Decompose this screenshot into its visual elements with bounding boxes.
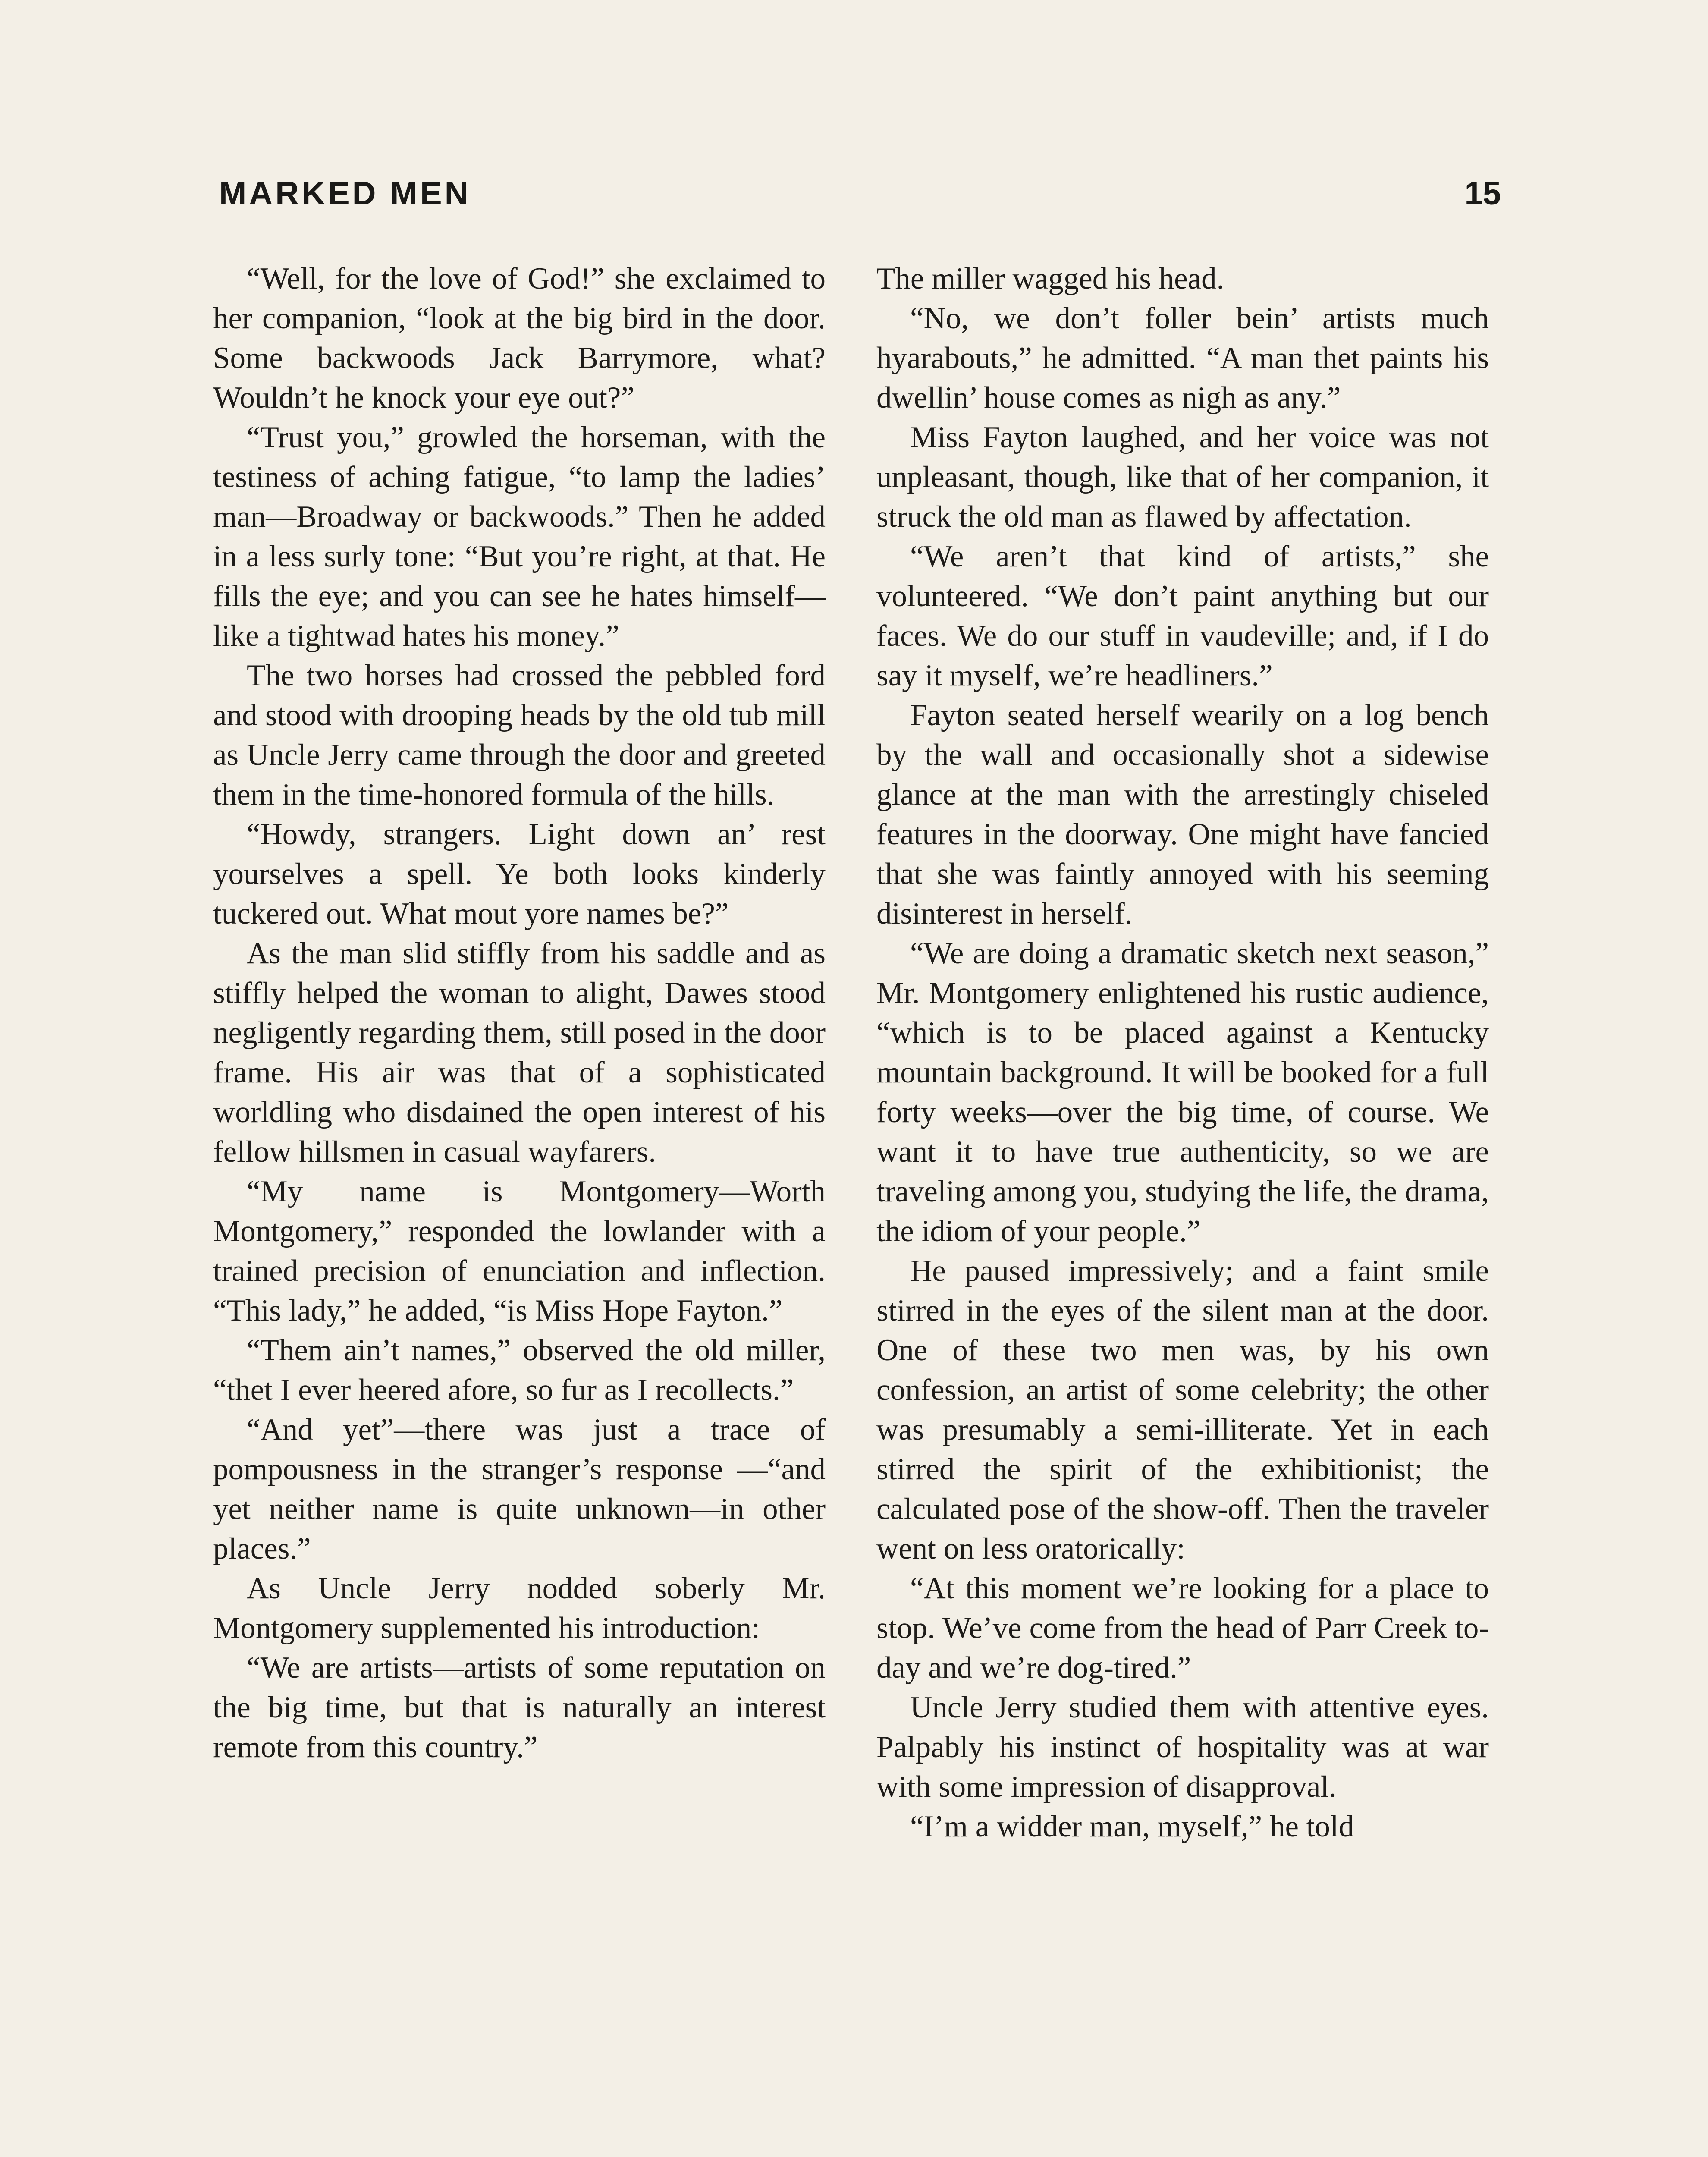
paragraph: Uncle Jerry studied them with attentive eyes. Palpably his instinct of hospitality was at war with some impression of disapproval.	[876, 1691, 1489, 1804]
paragraph: The miller wagged his head.	[876, 262, 1224, 296]
paragraph: “I’m a widder man, myself,” he told	[910, 1810, 1354, 1843]
paragraph: “Howdy, strangers. Light down an’ rest yourselves a spell. Ye both looks kinderly tuckered out. What mout yore names be?”	[213, 818, 826, 931]
right-text-column	[876, 259, 1489, 1846]
paragraph: He paused impressively; and a faint smile stirred in the eyes of the silent man at the door. One of these two men was, by his own confession, an artist of some celebrity; the other was presumably a semi-illiterate. Yet in each stirred the spirit of the exhibitionist; the calculated pose of the show-off. Then the traveler went on less oratorically:	[876, 1254, 1489, 1566]
paragraph: Fayton seated herself wearily on a log bench by the wall and occasionally shot a sidewise glance at the man with the arrestingly chiseled features in the doorway. One might have fancied that she was faintly annoyed with his seeming disinterest in herself.	[876, 698, 1489, 931]
paragraph: “We are doing a dramatic sketch next season,” Mr. Montgomery enlightened his rustic audience, “which is to be placed against a Kentucky mountain background. It will be booked for a full forty weeks—over the big time, of course. We want it to have true authenticity, so we are traveling among you, studying the life, the drama, the idiom of your people.”	[876, 937, 1489, 1248]
paragraph: “No, we don’t foller bein’ artists much hyarabouts,” he admitted. “A man thet paints his dwellin’ house comes as nigh as any.”	[876, 302, 1489, 415]
paragraph: “My name is Montgomery—Worth Montgomery,” responded the lowlander with a trained precision of enunciation and inflection. “This lady,” he added, “is Miss Hope Fayton.”	[213, 1175, 826, 1327]
left-text-column	[213, 259, 826, 1767]
paragraph: “Trust you,” growled the horseman, with the testiness of aching fatigue, “to lamp the ladies’ man—Broadway or backwoods.” Then he added in a less surly tone: “But you’re right, at that. He fills the eye; and you can see he hates himself—like a tightwad hates his money.”	[213, 421, 826, 653]
paragraph: “We aren’t that kind of artists,” she volunteered. “We don’t paint anything but our faces. We do our stuff in vaudeville; and, if I do say it myself, we’re headliners.”	[876, 540, 1489, 692]
paragraph: “And yet”—there was just a trace of pompousness in the stranger’s response —“and yet neither name is quite unknown—in other places.”	[213, 1413, 826, 1566]
paragraph: As Uncle Jerry nodded soberly Mr. Montgomery supplemented his introduction:	[213, 1572, 826, 1645]
paragraph: “Well, for the love of God!” she exclaimed to her companion, “look at the big bird in the door. Some backwoods Jack Barrymore, what? Wouldn’t he knock your eye out?”	[213, 262, 826, 415]
running-title: MARKED MEN	[219, 175, 471, 212]
paragraph: The two horses had crossed the pebbled ford and stood with drooping heads by the old tub mill as Uncle Jerry came through the door and greeted them in the time-honored formula of the hills.	[213, 659, 826, 811]
paragraph: “At this moment we’re looking for a place to stop. We’ve come from the head of Parr Creek to-day and we’re dog-tired.”	[876, 1572, 1489, 1685]
paragraph: “We are artists—artists of some reputation on the big time, but that is naturally an interest remote from this country.”	[213, 1651, 826, 1764]
paragraph: Miss Fayton laughed, and her voice was not unpleasant, though, like that of her companion, it struck the old man as flawed by affectation.	[876, 421, 1489, 534]
paragraph: “Them ain’t names,” observed the old miller, “thet I ever heered afore, so fur as I recollects.”	[213, 1333, 826, 1407]
page-number: 15	[1464, 175, 1501, 212]
paragraph: As the man slid stiffly from his saddle and as stiffly helped the woman to alight, Dawes stood negligently regarding them, still posed in the door frame. His air was that of a sophisticated worldling who disdained the open interest of his fellow hillsmen in casual wayfarers.	[213, 937, 826, 1169]
